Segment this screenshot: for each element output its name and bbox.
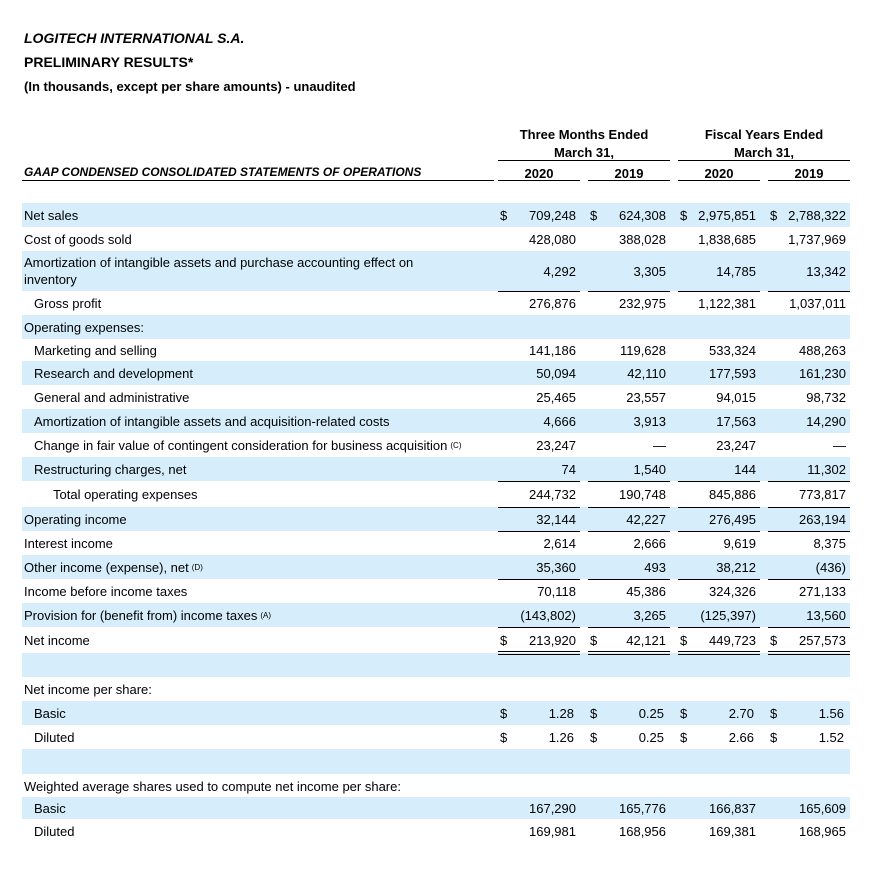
total-double-rule xyxy=(588,651,670,655)
value-cell: 11,302 xyxy=(807,461,846,477)
value-cell: 42,121 xyxy=(626,632,666,648)
value-cell: 4,292 xyxy=(543,263,576,279)
currency-symbol: $ xyxy=(590,632,598,648)
row-label xyxy=(24,579,187,603)
value-cell: 17,563 xyxy=(716,413,756,429)
subtotal-rule xyxy=(678,627,760,628)
value-cell: 709,248 xyxy=(529,207,576,223)
currency-symbol: $ xyxy=(680,207,688,223)
value-cell xyxy=(588,315,666,339)
footnote-marker: (C) xyxy=(450,440,462,450)
row-label-text: Operating income xyxy=(24,511,127,527)
value-cell: 141,186 xyxy=(529,342,576,358)
currency-symbol: $ xyxy=(680,705,688,721)
table-row xyxy=(22,339,850,361)
value-cell xyxy=(678,315,756,339)
value-cell xyxy=(768,774,846,798)
value-cell xyxy=(768,677,846,701)
value-cell: 2,666 xyxy=(633,535,666,551)
table-row xyxy=(22,555,850,579)
value-cell: 773,817 xyxy=(799,486,846,502)
row-label xyxy=(34,291,101,315)
value-cell: 14,290 xyxy=(806,413,846,429)
value-cell xyxy=(498,677,576,701)
value-cell: 1.52 xyxy=(818,729,844,745)
column-group-fiscal-years-underline xyxy=(678,160,850,161)
value-cell: 42,110 xyxy=(627,365,666,381)
total-double-rule xyxy=(678,651,760,655)
value-cell: 0.25 xyxy=(638,705,664,721)
value-cell: 2,788,322 xyxy=(788,207,846,223)
row-label-text: Restructuring charges, net xyxy=(34,461,187,477)
table-row xyxy=(22,315,850,339)
column-group-three-months xyxy=(498,126,670,162)
value-cell: 3,265 xyxy=(633,607,666,623)
subtotal-rule xyxy=(498,481,580,482)
value-cell: 428,080 xyxy=(529,231,576,247)
value-cell: 4,666 xyxy=(543,413,576,429)
row-label-text: Net sales xyxy=(24,207,79,223)
value-cell: 493 xyxy=(644,559,666,575)
value-cell: 161,230 xyxy=(799,365,846,381)
table-row xyxy=(22,701,850,725)
value-cell: 1,838,685 xyxy=(698,231,756,247)
value-cell: 276,495 xyxy=(709,511,756,527)
value-cell: 169,981 xyxy=(529,823,576,839)
year-header-underline xyxy=(768,180,850,181)
row-label-text: Marketing and selling xyxy=(34,342,157,358)
row-label-text: Other income (expense), net xyxy=(24,559,189,575)
value-cell: 168,965 xyxy=(799,823,846,839)
subtotal-rule xyxy=(588,627,670,628)
currency-symbol: $ xyxy=(500,729,508,745)
value-cell: 213,920 xyxy=(529,632,576,648)
row-label-text: Net income per share: xyxy=(24,681,152,697)
subtotal-rule xyxy=(768,481,850,482)
column-header-year: 2020 xyxy=(524,166,554,181)
row-label-text: Amortization of intangible assets and acquisition-related costs xyxy=(34,413,390,429)
value-cell: 244,732 xyxy=(529,486,576,502)
currency-symbol: $ xyxy=(590,705,598,721)
row-label xyxy=(24,251,454,291)
value-cell: 98,732 xyxy=(806,389,846,405)
currency-symbol: $ xyxy=(500,705,508,721)
value-cell: 32,144 xyxy=(536,511,576,527)
row-label-text: Weighted average shares used to compute net income per share: xyxy=(24,778,401,794)
row-label xyxy=(24,603,271,627)
subtotal-rule xyxy=(678,579,760,580)
subtotal-rule xyxy=(498,531,580,532)
row-label-text: Basic xyxy=(34,800,66,816)
value-cell: 1,737,969 xyxy=(788,231,846,247)
table-row xyxy=(22,385,850,409)
row-label-text: Net income xyxy=(24,632,90,648)
value-cell: — xyxy=(653,437,666,453)
value-cell xyxy=(588,774,666,798)
row-label-text: Gross profit xyxy=(34,295,102,311)
row-label xyxy=(34,409,390,433)
report-title: PRELIMINARY RESULTS* xyxy=(24,54,194,70)
row-label xyxy=(53,481,198,507)
year-header-underline xyxy=(588,180,670,181)
value-cell xyxy=(678,677,756,701)
row-label-text: Amortization of intangible assets and purchase accounting effect on inventory xyxy=(24,255,414,287)
row-label-text: Provision for (benefit from) income taxes xyxy=(24,607,258,623)
table-row xyxy=(22,291,850,315)
value-cell: 165,609 xyxy=(799,800,846,816)
row-label xyxy=(34,361,193,385)
value-cell: 190,748 xyxy=(619,486,666,502)
value-cell: 3,305 xyxy=(633,263,666,279)
currency-symbol: $ xyxy=(680,729,688,745)
value-cell: 324,326 xyxy=(709,583,756,599)
subtotal-rule xyxy=(678,291,760,292)
value-cell: — xyxy=(833,437,846,453)
statement-title: GAAP CONDENSED CONSOLIDATED STATEMENTS OF OPERATIONS xyxy=(24,165,422,179)
row-label-text: Diluted xyxy=(34,823,75,839)
value-cell: 177,593 xyxy=(709,365,756,381)
value-cell: 38,212 xyxy=(716,559,756,575)
row-label-text: Income before income taxes xyxy=(24,583,188,599)
value-cell xyxy=(588,677,666,701)
value-cell: 169,381 xyxy=(709,823,756,839)
value-cell: 533,324 xyxy=(709,342,756,358)
row-label xyxy=(34,457,186,481)
subtotal-rule xyxy=(678,481,760,482)
value-cell: 1.28 xyxy=(548,705,574,721)
spacer-row xyxy=(22,749,850,774)
value-cell: (436) xyxy=(815,559,846,575)
row-label xyxy=(34,725,74,749)
row-label xyxy=(24,315,144,339)
total-double-rule xyxy=(498,651,580,655)
value-cell xyxy=(768,315,846,339)
value-cell: 119,628 xyxy=(619,342,666,358)
table-row xyxy=(22,797,850,819)
subtotal-rule xyxy=(498,507,580,508)
value-cell: 13,560 xyxy=(806,607,846,623)
value-cell: 2.66 xyxy=(728,729,754,745)
value-cell: 1.26 xyxy=(548,729,574,745)
value-cell: 0.25 xyxy=(638,729,664,745)
value-cell xyxy=(498,315,576,339)
row-label xyxy=(24,227,132,251)
table-row xyxy=(22,203,850,227)
row-label-text: Change in fair value of contingent consideration for business acquisition xyxy=(34,437,448,453)
value-cell: 488,263 xyxy=(799,342,846,358)
subtotal-rule xyxy=(588,531,670,532)
subtotal-rule xyxy=(498,291,580,292)
column-group-fiscal-years xyxy=(678,126,850,162)
footnote-marker: (D) xyxy=(191,562,203,572)
total-double-rule xyxy=(768,651,850,655)
currency-symbol: $ xyxy=(500,632,508,648)
subtotal-rule xyxy=(498,579,580,580)
value-cell: (143,802) xyxy=(520,607,576,623)
currency-symbol: $ xyxy=(590,207,598,223)
currency-symbol: $ xyxy=(770,705,778,721)
value-cell: 14,785 xyxy=(716,263,756,279)
subtotal-rule xyxy=(588,481,670,482)
value-cell: 42,227 xyxy=(626,511,666,527)
currency-symbol: $ xyxy=(770,207,778,223)
table-row xyxy=(22,409,850,433)
column-header-year: 2020 xyxy=(704,166,734,181)
year-header-underline xyxy=(678,180,760,181)
row-label-text: Operating expenses: xyxy=(24,319,144,335)
column-header-year: 2019 xyxy=(794,166,824,181)
value-cell: 2,975,851 xyxy=(698,207,756,223)
value-cell: 23,557 xyxy=(626,389,666,405)
row-label-text: Basic xyxy=(34,705,66,721)
statement-title-underline xyxy=(22,180,494,181)
value-cell: 2.70 xyxy=(728,705,754,721)
value-cell: 263,194 xyxy=(799,511,846,527)
row-label-text: General and administrative xyxy=(34,389,190,405)
row-label xyxy=(34,385,189,409)
subtotal-rule xyxy=(498,627,580,628)
value-cell: 2,614 xyxy=(543,535,576,551)
column-header-year: 2019 xyxy=(614,166,644,181)
value-cell: 3,913 xyxy=(633,413,666,429)
column-group-fiscal-years-line2: March 31, xyxy=(734,145,794,160)
row-label xyxy=(24,627,90,653)
table-row xyxy=(22,677,850,701)
column-group-three-months-underline xyxy=(498,160,670,161)
year-header-underline xyxy=(498,180,580,181)
row-label xyxy=(34,701,66,725)
subtotal-rule xyxy=(768,531,850,532)
row-label xyxy=(24,203,78,227)
value-cell xyxy=(678,774,756,798)
column-group-three-months-line2: March 31, xyxy=(554,145,614,160)
table-row xyxy=(22,603,850,627)
table-row xyxy=(22,361,850,385)
column-group-fiscal-years-line1: Fiscal Years Ended xyxy=(704,127,824,142)
row-label xyxy=(24,774,401,798)
row-label-text: Research and development xyxy=(34,365,193,381)
value-cell: 257,573 xyxy=(799,632,846,648)
value-cell: 449,723 xyxy=(709,632,756,648)
subtotal-rule xyxy=(588,507,670,508)
value-cell: 232,975 xyxy=(619,295,666,311)
subtotal-rule xyxy=(588,579,670,580)
value-cell: 8,375 xyxy=(813,535,846,551)
table-row xyxy=(22,774,850,798)
value-cell: 144 xyxy=(734,461,756,477)
table-row xyxy=(22,725,850,749)
value-cell: 94,015 xyxy=(716,389,756,405)
value-cell: 624,308 xyxy=(619,207,666,223)
row-label-text: Cost of goods sold xyxy=(24,231,132,247)
subtotal-rule xyxy=(588,291,670,292)
table-row xyxy=(22,819,850,843)
value-cell: 165,776 xyxy=(619,800,666,816)
table-row xyxy=(22,433,850,457)
table-row xyxy=(22,251,850,291)
value-cell xyxy=(498,774,576,798)
subtotal-rule xyxy=(768,291,850,292)
value-cell: 1,122,381 xyxy=(698,295,756,311)
table-row xyxy=(22,579,850,603)
table-row xyxy=(22,481,850,507)
table-row xyxy=(22,531,850,555)
row-label xyxy=(34,433,461,457)
currency-symbol: $ xyxy=(680,632,688,648)
value-cell: 1.56 xyxy=(818,705,844,721)
value-cell: 50,094 xyxy=(536,365,576,381)
row-label-text: Diluted xyxy=(34,729,75,745)
row-label xyxy=(34,819,74,843)
spacer-row xyxy=(22,653,850,677)
value-cell: 23,247 xyxy=(536,437,576,453)
row-label xyxy=(24,555,203,579)
value-cell: 845,886 xyxy=(709,486,756,502)
value-cell: 1,540 xyxy=(633,461,666,477)
value-cell: 9,619 xyxy=(723,535,756,551)
row-label xyxy=(24,531,113,555)
row-label xyxy=(24,507,127,531)
value-cell: 271,133 xyxy=(799,583,846,599)
row-label xyxy=(24,677,152,701)
value-cell: 388,028 xyxy=(619,231,666,247)
value-cell: 167,290 xyxy=(529,800,576,816)
table-row xyxy=(22,227,850,251)
value-cell: 166,837 xyxy=(709,800,756,816)
table-row xyxy=(22,457,850,481)
footnote-marker: (A) xyxy=(260,610,272,620)
value-cell: 70,118 xyxy=(537,583,576,599)
value-cell: 23,247 xyxy=(716,437,756,453)
row-label xyxy=(34,339,157,361)
value-cell: 74 xyxy=(561,461,576,477)
table-row xyxy=(22,627,850,653)
subtotal-rule xyxy=(678,507,760,508)
currency-symbol: $ xyxy=(590,729,598,745)
value-cell: 13,342 xyxy=(806,263,846,279)
column-group-three-months-line1: Three Months Ended xyxy=(519,127,649,142)
report-subtitle: (In thousands, except per share amounts) - unaudited xyxy=(24,79,356,94)
value-cell: 276,876 xyxy=(529,295,576,311)
table-row xyxy=(22,507,850,531)
row-label xyxy=(34,797,66,819)
company-name: LOGITECH INTERNATIONAL S.A. xyxy=(24,30,245,46)
value-cell: 35,360 xyxy=(536,559,576,575)
row-label-text: Total operating expenses xyxy=(53,486,198,502)
row-label-text: Interest income xyxy=(24,535,113,551)
subtotal-rule xyxy=(768,579,850,580)
currency-symbol: $ xyxy=(770,729,778,745)
value-cell: 45,386 xyxy=(626,583,666,599)
subtotal-rule xyxy=(768,627,850,628)
subtotal-rule xyxy=(768,507,850,508)
currency-symbol: $ xyxy=(770,632,778,648)
currency-symbol: $ xyxy=(500,207,508,223)
subtotal-rule xyxy=(678,531,760,532)
value-cell: 168,956 xyxy=(619,823,666,839)
value-cell: (125,397) xyxy=(700,607,756,623)
value-cell: 1,037,011 xyxy=(789,295,846,311)
value-cell: 25,465 xyxy=(536,389,576,405)
